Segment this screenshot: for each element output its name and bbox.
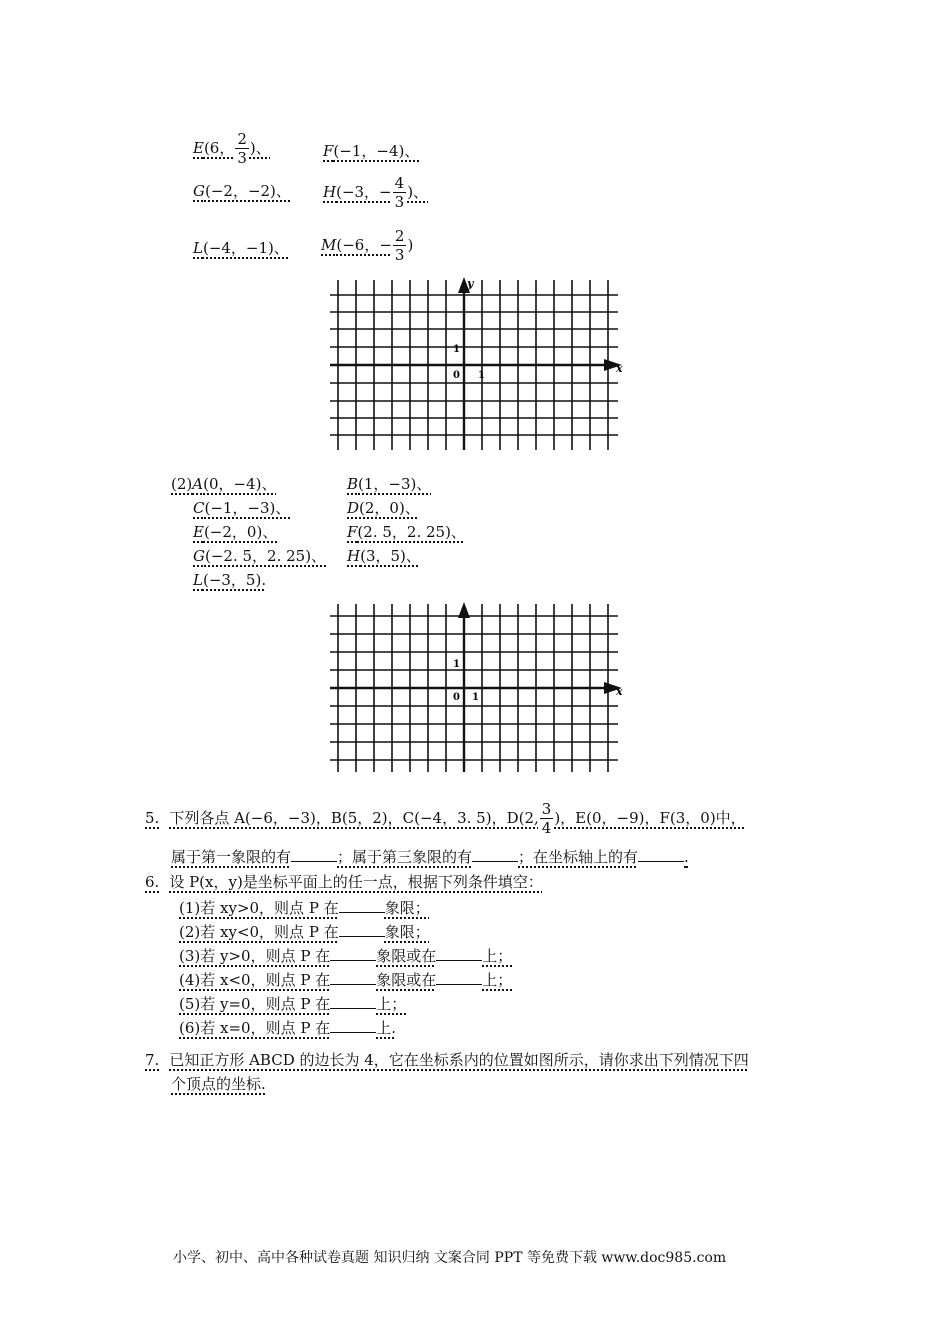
point-g2: G(−2. 5，2. 25)、 (193, 547, 327, 565)
point-e2: E(−2，0)、 (193, 523, 278, 541)
q6-item-1: (1)若 xy>0，则点 P 在 象限； (179, 899, 430, 917)
blank-on-axis[interactable] (638, 849, 684, 862)
y-unit-2: 1 (453, 659, 460, 670)
blank-q6-1[interactable] (339, 900, 385, 913)
coordinate-grid-2 (320, 600, 630, 778)
q6-item-2: (2)若 xy<0，则点 P 在 象限； (179, 923, 430, 941)
point-h1: H(−3，− $\frac{4}{3}$ )、 (323, 174, 429, 211)
q7-line1: 7. 已知正方形 ABCD 的边长为 4，它在坐标系内的位置如图所示，请你求出下列情况下四 (145, 1051, 749, 1069)
q5-line1: 5. 下列各点 A(−6，−3)，B(5，2)，C(−4，3. 5)，D(2, $\frac{3}{4}$ )，E(0，−9)，F(3，0)中， (145, 800, 746, 837)
page-footer: 小学、初中、高中各种试卷真题 知识归纳 文案合同 PPT 等免费下载 www.doc985.com (173, 1250, 727, 1266)
point-b2: B(1，−3)、 (347, 475, 432, 493)
point-d2: D(2，0)、 (347, 499, 420, 517)
x-unit-2: 1 (472, 692, 479, 703)
coordinate-grid-1 (320, 275, 630, 455)
q6-item-4: (4)若 x<0，则点 P 在 象限或在 上； (179, 971, 513, 989)
q6-intro: 6. 设 P(x，y)是坐标平面上的任一点，根据下列条件填空： (145, 873, 543, 891)
blank-third-quadrant[interactable] (472, 849, 518, 862)
blank-q6-2[interactable] (339, 924, 385, 937)
point-e1: E(6， $\frac{2}{3}$ )、 (193, 130, 271, 167)
origin-2: 0 (453, 692, 460, 703)
x-label-1: x (616, 362, 623, 375)
point-c2: C(−1，−3)、 (193, 499, 291, 517)
y-arrow-icon-2 (458, 602, 470, 618)
blank-q6-6[interactable] (330, 1020, 376, 1033)
origin-1: 0 (453, 370, 460, 381)
y-label-1: y (467, 277, 474, 290)
q6-item-5: (5)若 y=0，则点 P 在 上； (179, 995, 407, 1013)
x-unit-1: 1 (478, 370, 485, 381)
blank-q6-3b[interactable] (436, 948, 482, 961)
point-l2: L(−3，5). (193, 571, 267, 589)
q6-item-6: (6)若 x=0，则点 P 在 上. (179, 1019, 396, 1037)
q6-item-3: (3)若 y>0，则点 P 在 象限或在 上； (179, 947, 513, 965)
x-label-2: x (616, 685, 623, 698)
q5-line2: 属于第一象限的有 ；属于第三象限的有 ；在坐标轴上的有 . (171, 848, 689, 866)
blank-q6-4a[interactable] (330, 972, 376, 985)
y-unit-1: 1 (453, 344, 460, 355)
blank-q6-3a[interactable] (330, 948, 376, 961)
q7-line2: 个顶点的坐标. (171, 1075, 266, 1093)
blank-q6-4b[interactable] (436, 972, 482, 985)
point-f1: F(−1，−4)、 (323, 142, 420, 160)
blank-first-quadrant[interactable] (291, 849, 337, 862)
point-m1: M(−6，− $\frac{2}{3}$ ) (321, 227, 414, 264)
point-a2: (2)A(0，−4)、 (171, 475, 277, 493)
point-l1: L(−4，−1)、 (193, 239, 289, 257)
point-h2: H(3，5)、 (347, 547, 421, 565)
point-f2: F(2. 5，2. 25)、 (347, 523, 466, 541)
blank-q6-5[interactable] (330, 996, 376, 1009)
point-g1: G(−2，−2)、 (193, 182, 291, 200)
